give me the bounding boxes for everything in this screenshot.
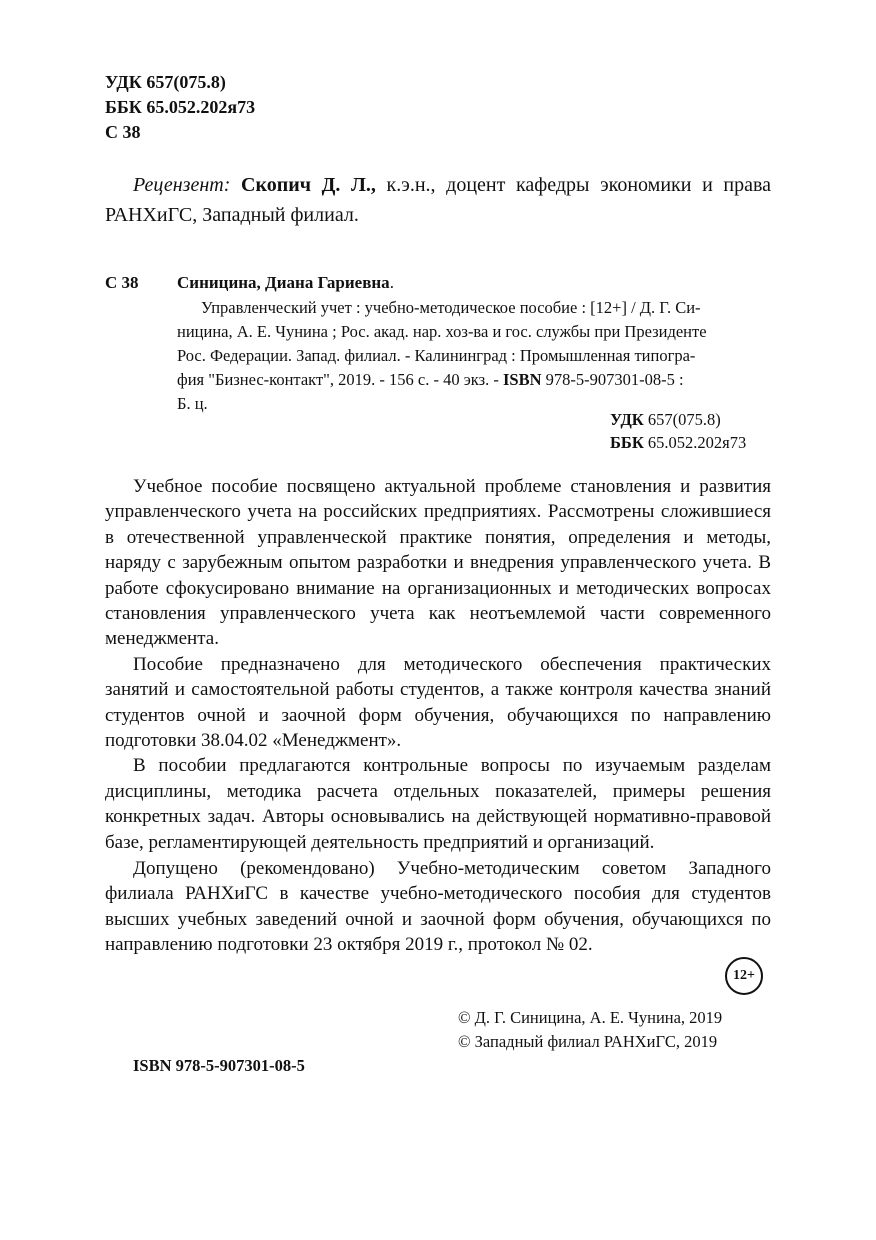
approval-statement: Допущено (рекомендовано) Учебно-методическим советом Западного филиала РАНХиГС в качестве учебно-методического пособия для студентов высших учебных заведений очной и заочной форм обучения, обучающихся по направлению подготовки 23 октября 2019 г., протокол № 02.: [105, 858, 771, 956]
annotation: [105, 474, 771, 855]
udk-code: УДК 657(075.8): [105, 72, 226, 92]
catalog-index-codes: [610, 408, 746, 454]
reviewer-name: Скопич Д. Л.,: [241, 174, 376, 196]
copyright-block: [458, 1006, 722, 1054]
classification-block: [105, 70, 255, 145]
catalog-udk-label: УДК: [610, 410, 644, 429]
catalog-description: Управленческий учет : учебно-методическое пособие : [12+] / Д. Г. Си- ницина, А. Е. Чунина ; Рос. акад. нар. хоз-ва и гос. службы при Президенте Рос. Федерации. Запад. филиал. - Калининград : Промышленная типогра- фия "Бизнес-контакт", 2019. - 156 с. - 40 экз. - ISBN 978-5-907301-08-5 : Б. ц.: [177, 298, 707, 413]
reviewer-paragraph: [105, 170, 771, 230]
age-rating-badge: 12+: [725, 957, 763, 995]
catalog-bbk-value: 65.052.202я73: [647, 433, 747, 452]
annotation-paragraph: В пособии предлагаются контрольные вопросы по изучаемым разделам дисциплины, методика расчета отдельных показателей, примеры решения конкретных задач. Авторы основывались на действующей нормативно-правовой базе, регламентирующей деятельность предприятий и организаций.: [105, 755, 771, 853]
annotation-paragraph: Учебное пособие посвящено актуальной проблеме становления и развития управленческого учета на российских предприятиях. Рассмотрены сложившиеся в отечественной управленческой практике понятия, определения и методы, наряду с зарубежным опытом разработки и внедрения управленческого учета. В работе сфокусировано внимание на организационных и методических вопросах становления управленческого учета как неотъемлемой части современного менеджмента.: [105, 476, 771, 650]
reviewer-label: Рецензент:: [133, 174, 231, 196]
catalog-author: Синицина, Диана Гариевна.: [177, 273, 394, 292]
isbn: ISBN 978-5-907301-08-5: [133, 1056, 305, 1075]
annotation-paragraph: Пособие предназначено для методического обеспечения практических занятий и самостоятельной работы студентов, а также контроля качества знаний студентов очной и заочной форм обучения, обучающихся по направлению подготовки 38.04.02 «Менеджмент».: [105, 653, 771, 752]
catalog-code: С 38: [105, 273, 139, 292]
bbk-code: ББК 65.052.202я73: [105, 97, 256, 117]
catalog-udk-value: 657(075.8): [647, 410, 721, 429]
author-mark: С 38: [105, 122, 141, 142]
catalog-bbk-label: ББК: [610, 433, 644, 452]
copyright-line: © Западный филиал РАНХиГС, 2019: [458, 1032, 718, 1051]
copyright-line: © Д. Г. Синицина, А. Е. Чунина, 2019: [458, 1008, 723, 1027]
reviewer-details: к.э.н., доцент кафедры экономики и права РАНХиГС, Западный филиал.: [105, 174, 772, 226]
